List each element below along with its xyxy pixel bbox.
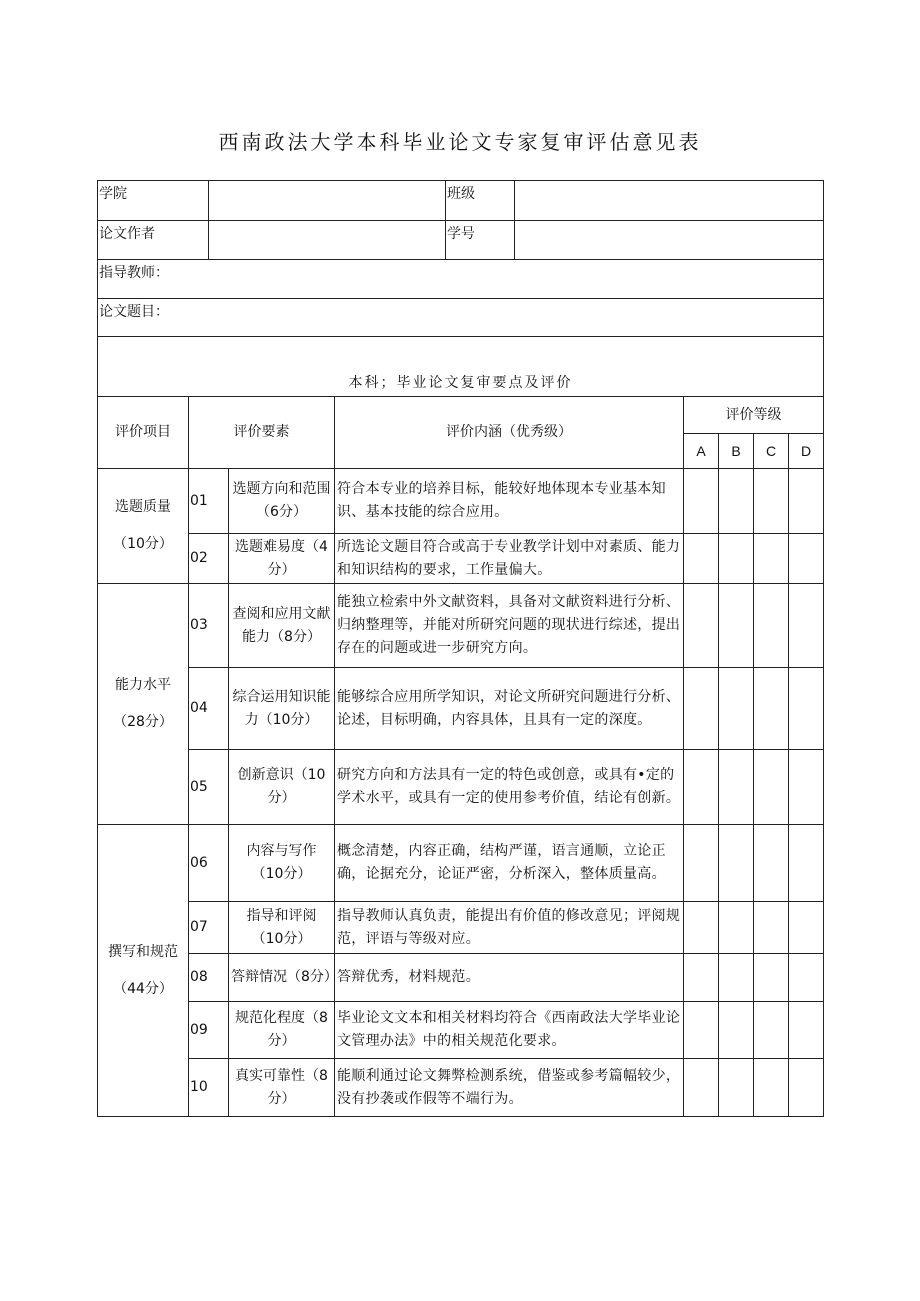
header-grade: 评价等级 — [684, 397, 824, 434]
grade-a-cell[interactable] — [684, 668, 719, 750]
row-element: 答辩情况（8分） — [229, 954, 335, 1002]
header-element: 评价要素 — [189, 397, 335, 469]
grade-a-cell[interactable] — [684, 825, 719, 902]
grade-a-cell[interactable] — [684, 954, 719, 1002]
row-content: 研究方向和方法具有一定的特色或创意，或具有•定的学术水平，或具有一定的使用参考价值，结论有创新。 — [335, 750, 684, 825]
grade-b-header: B — [719, 434, 754, 469]
grade-d-header: D — [789, 434, 824, 469]
grade-d-cell[interactable] — [789, 825, 824, 902]
row-element: 指导和评阅（10分） — [229, 902, 335, 954]
grade-b-cell[interactable] — [719, 902, 754, 954]
row-number: 03 — [189, 584, 229, 668]
grade-b-cell[interactable] — [719, 584, 754, 668]
grade-c-cell[interactable] — [754, 668, 789, 750]
grade-c-cell[interactable] — [754, 954, 789, 1002]
grade-d-cell[interactable] — [789, 954, 824, 1002]
row-content: 能顺利通过论文舞弊检测系统，借鉴或参考篇幅较少，没有抄袭或作假等不端行为。 — [335, 1059, 684, 1117]
grade-b-cell[interactable] — [719, 1002, 754, 1059]
grade-b-cell[interactable] — [719, 954, 754, 1002]
info-table — [97, 180, 824, 397]
class-field[interactable] — [515, 181, 824, 221]
form-title: 西南政法大学本科毕业论文专家复审评估意见表 — [218, 130, 702, 154]
grade-c-cell[interactable] — [754, 902, 789, 954]
grade-d-cell[interactable] — [789, 1059, 824, 1117]
row-element: 真实可靠性（8分） — [229, 1059, 335, 1117]
grade-d-cell[interactable] — [789, 534, 824, 584]
grade-d-cell[interactable] — [789, 469, 824, 534]
row-number: 09 — [189, 1002, 229, 1059]
grade-d-cell[interactable] — [789, 750, 824, 825]
grade-c-cell[interactable] — [754, 469, 789, 534]
grade-c-cell[interactable] — [754, 534, 789, 584]
row-content: 概念清楚，内容正确，结构严谨，语言通顺，立论正确，论据充分，论证严密，分析深入，整体质量高。 — [335, 825, 684, 902]
row-element: 选题难易度（4分） — [229, 534, 335, 584]
category-score: （28分） — [113, 714, 173, 730]
grade-a-cell[interactable] — [684, 534, 719, 584]
row-content: 能独立检索中外文献资料，具备对文献资料进行分析、归纳整理等，并能对所研究问题的现状进行综述，提出存在的问题或进一步研究方向。 — [335, 584, 684, 668]
grade-a-cell[interactable] — [684, 469, 719, 534]
advisor-label: 指导教师： — [99, 265, 169, 281]
row-content: 能够综合应用所学知识，对论文所研究问题进行分析、论述，目标明确，内容具体，且具有一定的深度。 — [335, 668, 684, 750]
header-content: 评价内涵（优秀级） — [335, 397, 684, 469]
grade-a-cell[interactable] — [684, 750, 719, 825]
grade-c-cell[interactable] — [754, 584, 789, 668]
evaluation-table — [97, 396, 824, 1117]
row-content: 指导教师认真负责，能提出有价值的修改意见；评阅规范，评语与等级对应。 — [335, 902, 684, 954]
row-number: 08 — [189, 954, 229, 1002]
category-topic-quality — [98, 469, 189, 584]
row-element: 规范化程度（8分） — [229, 1002, 335, 1059]
row-number: 05 — [189, 750, 229, 825]
grade-c-cell[interactable] — [754, 825, 789, 902]
row-content: 答辩优秀，材料规范。 — [335, 954, 684, 1002]
row-content: 毕业论文文本和相关材料均符合《西南政法大学毕业论文管理办法》中的相关规范化要求。 — [335, 1002, 684, 1059]
author-field[interactable] — [209, 221, 446, 260]
grade-a-cell[interactable] — [684, 1002, 719, 1059]
thesis-title-field[interactable] — [98, 299, 824, 337]
row-element: 创新意识（10分） — [229, 750, 335, 825]
grade-b-cell[interactable] — [719, 469, 754, 534]
grade-a-cell[interactable] — [684, 1059, 719, 1117]
grade-a-header: A — [684, 434, 719, 469]
row-number: 01 — [189, 469, 229, 534]
category-ability-level — [98, 584, 189, 825]
grade-b-cell[interactable] — [719, 1059, 754, 1117]
grade-d-cell[interactable] — [789, 1002, 824, 1059]
grade-c-cell[interactable] — [754, 750, 789, 825]
category-writing-norms — [98, 825, 189, 1117]
grade-a-cell[interactable] — [684, 584, 719, 668]
section-subtitle: 本科；毕业论文复审要点及评价 — [98, 337, 824, 397]
grade-d-cell[interactable] — [789, 902, 824, 954]
row-number: 10 — [189, 1059, 229, 1117]
category-score: （10分） — [113, 536, 173, 552]
college-label: 学院 — [98, 181, 209, 221]
grade-c-header: C — [754, 434, 789, 469]
grade-c-cell[interactable] — [754, 1002, 789, 1059]
category-score: （44分） — [113, 980, 173, 997]
author-label: 论文作者 — [98, 221, 209, 260]
row-content: 符合本专业的培养目标，能较好地体现本专业基本知识、基本技能的综合应用。 — [335, 469, 684, 534]
row-content: 所选论文题目符合或高于专业教学计划中对素质、能力和知识结构的要求，工作量偏大。 — [335, 534, 684, 584]
row-element: 内容与写作（10分） — [229, 825, 335, 902]
row-number: 06 — [189, 825, 229, 902]
thesis-title-label: 论文题目： — [99, 304, 169, 320]
category-name: 能力水平 — [115, 677, 171, 693]
grade-b-cell[interactable] — [719, 668, 754, 750]
category-name: 撰写和规范 — [108, 943, 178, 960]
grade-d-cell[interactable] — [789, 668, 824, 750]
grade-c-cell[interactable] — [754, 1059, 789, 1117]
class-label: 班级 — [446, 181, 515, 221]
row-number: 07 — [189, 902, 229, 954]
row-element: 选题方向和范围（6分） — [229, 469, 335, 534]
category-name: 选题质量 — [115, 499, 171, 515]
row-number: 02 — [189, 534, 229, 584]
grade-d-cell[interactable] — [789, 584, 824, 668]
grade-b-cell[interactable] — [719, 534, 754, 584]
grade-b-cell[interactable] — [719, 750, 754, 825]
row-element: 综合运用知识能力（10分） — [229, 668, 335, 750]
college-field[interactable] — [209, 181, 446, 221]
grade-b-cell[interactable] — [719, 825, 754, 902]
row-element: 查阅和应用文献能力（8分） — [229, 584, 335, 668]
advisor-field[interactable] — [98, 260, 824, 299]
student-id-label: 学号 — [446, 221, 515, 260]
row-number: 04 — [189, 668, 229, 750]
student-id-field[interactable] — [515, 221, 824, 260]
header-item: 评价项目 — [98, 397, 189, 469]
grade-a-cell[interactable] — [684, 902, 719, 954]
